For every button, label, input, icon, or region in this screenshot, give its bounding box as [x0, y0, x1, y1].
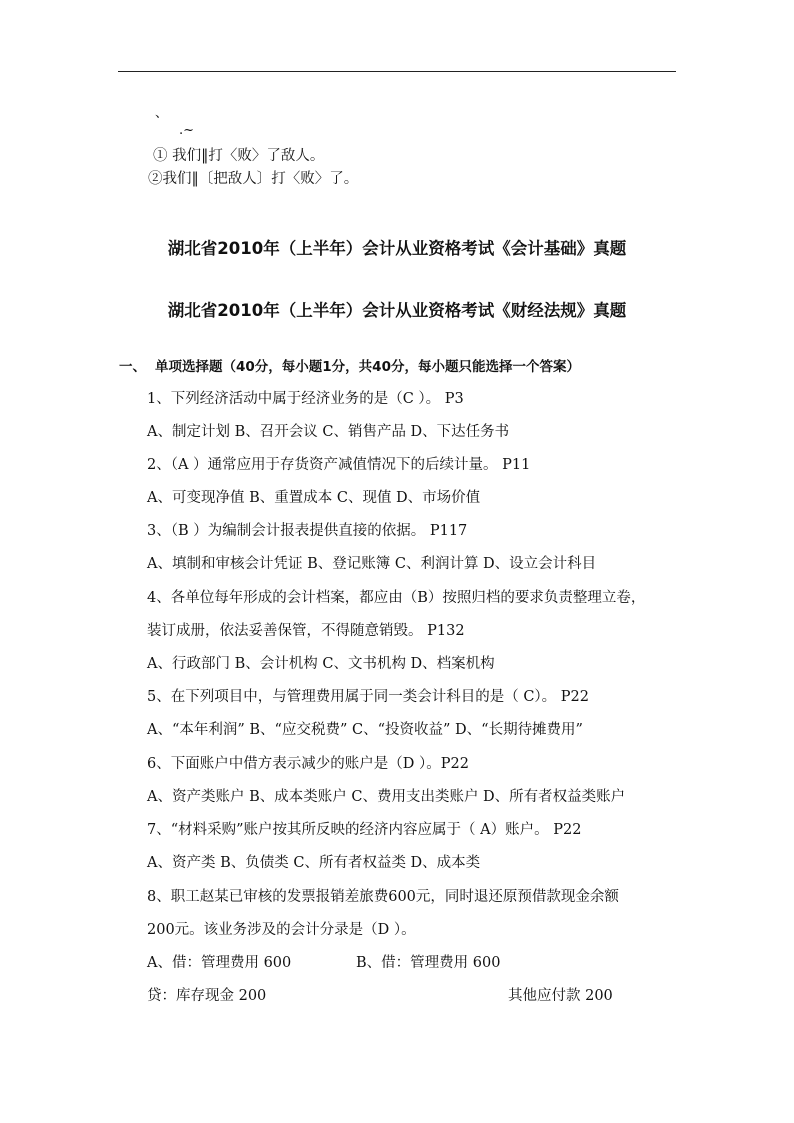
answer-options: A、资产类 B、负债类 C、所有者权益类 D、成本类 [147, 855, 481, 871]
stray-mark: .~ [179, 123, 195, 138]
exam-title-accounting-basics: 湖北省2010年（上半年）会计从业资格考试《会计基础》真题 [167, 239, 627, 258]
question-line: 6、下面账户中借方表示减少的账户是（D ）。P22 [147, 756, 469, 772]
journal-entry-credit-other: 其他应付款 200 [508, 988, 613, 1004]
journal-entry-a: A、借：管理费用 600 [147, 955, 292, 971]
answer-options: A、制定计划 B、召开会议 C、销售产品 D、下达任务书 [147, 424, 510, 440]
answer-options: A、可变现净值 B、重置成本 C、现值 D、市场价值 [147, 490, 481, 506]
journal-entry-b: B、借：管理费用 600 [356, 955, 501, 971]
journal-entry-credit: 贷：库存现金 200 [147, 988, 267, 1004]
question-line: 5、在下列项目中，与管理费用属于同一类会计科目的是（ C）。 P22 [147, 689, 589, 705]
question-line: 装订成册，依法妥善保管，不得随意销毁。 P132 [147, 623, 465, 639]
question-line: 3、（B ）为编制会计报表提供直接的依据。 P117 [147, 523, 468, 539]
stray-mark: 、 [155, 106, 169, 121]
exam-title-finance-law: 湖北省2010年（上半年）会计从业资格考试《财经法规》真题 [167, 301, 627, 320]
question-line: 1、下列经济活动中属于经济业务的是（C ）。 P3 [147, 391, 464, 407]
question-line: 4、各单位每年形成的会计档案，都应由（B）按照归档的要求负责整理立卷， [147, 590, 646, 606]
example-sentence-2: ②我们‖〔把敌人〕打〈败〉了。 [148, 171, 359, 187]
question-line: 7、“材料采购”账户按其所反映的经济内容应属于（ A）账户。 P22 [147, 822, 582, 838]
answer-options: A、填制和审核会计凭证 B、登记账簿 C、利润计算 D、设立会计科目 [147, 556, 597, 572]
answer-options: A、资产类账户 B、成本类账户 C、费用支出类账户 D、所有者权益类账户 [147, 789, 626, 805]
section-title: 单项选择题（40分，每小题1分，共40分，每小题只能选择一个答案） [155, 359, 580, 375]
section-heading [119, 357, 580, 377]
header-rule [118, 71, 676, 72]
answer-options: A、“本年利润” B、“应交税费” C、“投资收益” D、“长期待摊费用” [147, 722, 583, 738]
example-sentence-1: ① 我们‖打〈败〉了敌人。 [153, 148, 325, 164]
question-line: 8、职工赵某已审核的发票报销差旅费600元，同时退还原预借款现金余额 [147, 889, 619, 905]
answer-options: A、行政部门 B、会计机构 C、文书机构 D、档案机构 [147, 656, 495, 672]
section-number: 一、 [119, 359, 146, 375]
question-line: 200元。该业务涉及的会计分录是（D ）。 [147, 922, 416, 938]
question-line: 2、（A ）通常应用于存货资产减值情况下的后续计量。 P11 [147, 457, 531, 473]
